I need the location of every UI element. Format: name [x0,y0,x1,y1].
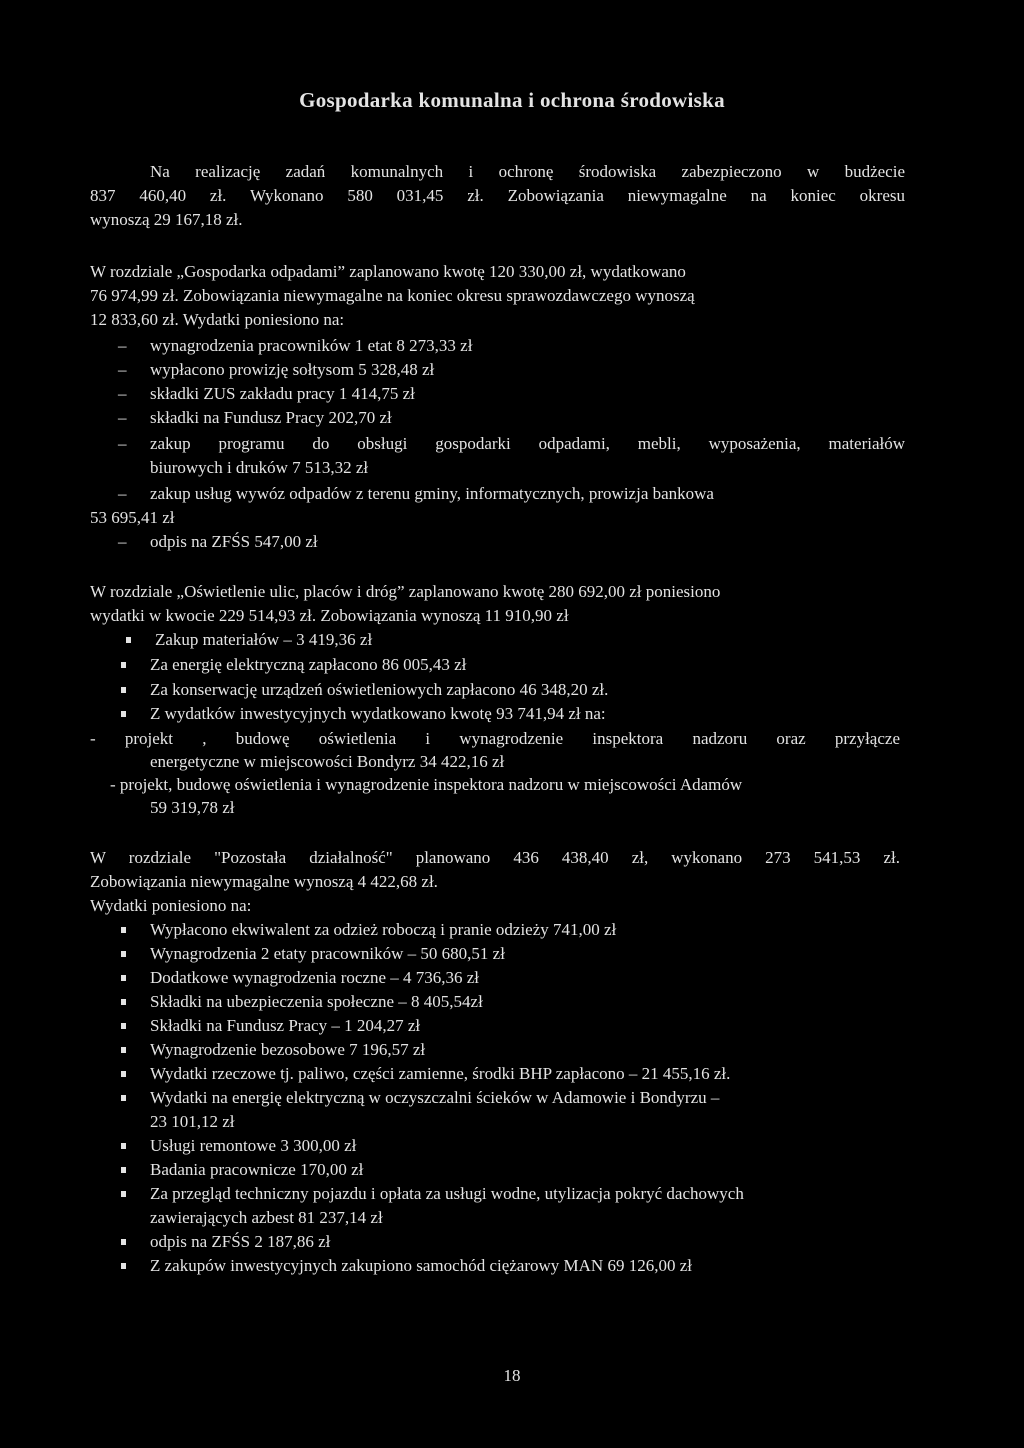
pozostala-bullet: Z zakupów inwestycyjnych zakupiono samochód ciężarowy MAN 69 126,00 zł [150,1254,692,1278]
page-title: Gospodarka komunalna i ochrona środowiska [299,88,725,112]
oswietlenie-sub-1-line-1: - projekt , budowę oświetlenia i wynagrodzenie inspektora nadzoru oraz przyłącze [90,729,900,748]
odpady-line-2: 76 974,99 zł. Zobowiązania niewymagalne na koniec okresu sprawozdawczego wynoszą [90,286,695,305]
pozostala-bullet: Wypłacono ekwiwalent za odzież roboczą i pranie odzieży 741,00 zł [150,918,616,942]
pozostala-bullet: odpis na ZFŚS 2 187,86 zł [150,1230,330,1254]
oswietlenie-bullet: Za konserwację urządzeń oświetleniowych zapłacono 46 348,20 zł. [150,678,608,702]
pozostala-bullet: Wynagrodzenia 2 etaty pracowników – 50 680,51 zł [150,942,505,966]
odpady-item-6-line-2: 53 695,41 zł [90,508,175,527]
pozostala-bullet: Składki na Fundusz Pracy – 1 204,27 zł [150,1014,420,1038]
odpady-item: – składki ZUS zakładu pracy 1 414,75 zł [150,382,415,406]
oswietlenie-sub-2-line-2: 59 319,78 zł [150,798,235,817]
pozostala-przeglad-line-1: Za przegląd techniczny pojazdu i opłata za usługi wodne, utylizacja pokryć dachowych [150,1182,744,1206]
pozostala-bullet: Wydatki rzeczowe tj. paliwo, części zamienne, środki BHP zapłacono – 21 455,16 zł. [150,1062,730,1086]
odpady-line-1: W rozdziale „Gospodarka odpadami” zaplanowano kwotę 120 330,00 zł, wydatkowano [90,262,686,281]
intro-line-2: 837 460,40 zł. Wykonano 580 031,45 zł. Zobowiązania niewymagalne na koniec okresu [90,186,905,205]
odpady-item-6-line-1: – zakup usług wywóz odpadów z terenu gminy, informatycznych, prowizja bankowa [150,482,714,506]
oswietlenie-line-1: W rozdziale „Oświetlenie ulic, placów i dróg” zaplanowano kwotę 280 692,00 zł poniesiono [90,582,721,601]
odpady-line-3: 12 833,60 zł. Wydatki poniesiono na: [90,310,345,329]
pozostala-line-3: Wydatki poniesiono na: [90,896,252,915]
odpady-item-7: – odpis na ZFŚS 547,00 zł [150,530,318,554]
pozostala-bullet: Usługi remontowe 3 300,00 zł [150,1134,356,1158]
oswietlenie-bullet: Za energię elektryczną zapłacono 86 005,43 zł [150,653,466,677]
pozostala-bullet: Dodatkowe wynagrodzenia roczne – 4 736,36 zł [150,966,479,990]
odpady-item: – składki na Fundusz Pracy 202,70 zł [150,406,392,430]
odpady-item-5-line-1: – zakup programu do obsługi gospodarki odpadami, mebli, wyposażenia, materiałów [150,432,905,456]
pozostala-bullet: Badania pracownicze 170,00 zł [150,1158,363,1182]
pozostala-energy-line-1: Wydatki na energię elektryczną w oczyszczalni ścieków w Adamowie i Bondyrzu – [150,1086,719,1110]
pozostala-line-1: W rozdziale "Pozostała działalność" planowano 436 438,40 zł, wykonano 273 541,53 zł. [90,848,900,867]
oswietlenie-bullet: Zakup materiałów – 3 419,36 zł [155,628,372,652]
oswietlenie-bullet: Z wydatków inwestycyjnych wydatkowano kwotę 93 741,94 zł na: [150,702,606,726]
pozostala-energy-line-2: 23 101,12 zł [150,1112,235,1131]
pozostala-line-2: Zobowiązania niewymagalne wynoszą 4 422,68 zł. [90,872,438,891]
pozostala-bullet: Wynagrodzenie bezosobowe 7 196,57 zł [150,1038,425,1062]
pozostala-przeglad-line-2: zawierających azbest 81 237,14 zł [150,1208,383,1227]
oswietlenie-sub-2-line-1: - projekt, budowę oświetlenia i wynagrodzenie inspektora nadzoru w miejscowości Adamów [110,775,743,794]
oswietlenie-sub-1-line-2: energetyczne w miejscowości Bondyrz 34 422,16 zł [150,752,505,771]
odpady-item: – wypłacono prowizję sołtysom 5 328,48 zł [150,358,434,382]
odpady-item-5-line-2: biurowych i druków 7 513,32 zł [150,458,369,477]
oswietlenie-line-2: wydatki w kwocie 229 514,93 zł. Zobowiązania wynoszą 11 910,90 zł [90,606,569,625]
intro-line-3: wynoszą 29 167,18 zł. [90,210,243,229]
page-number: 18 [503,1366,521,1385]
intro-line-1: Na realizację zadań komunalnych i ochronę środowiska zabezpieczono w budżecie [150,162,905,181]
pozostala-bullet: Składki na ubezpieczenia społeczne – 8 405,54zł [150,990,483,1014]
odpady-item: – wynagrodzenia pracowników 1 etat 8 273,33 zł [150,334,472,358]
